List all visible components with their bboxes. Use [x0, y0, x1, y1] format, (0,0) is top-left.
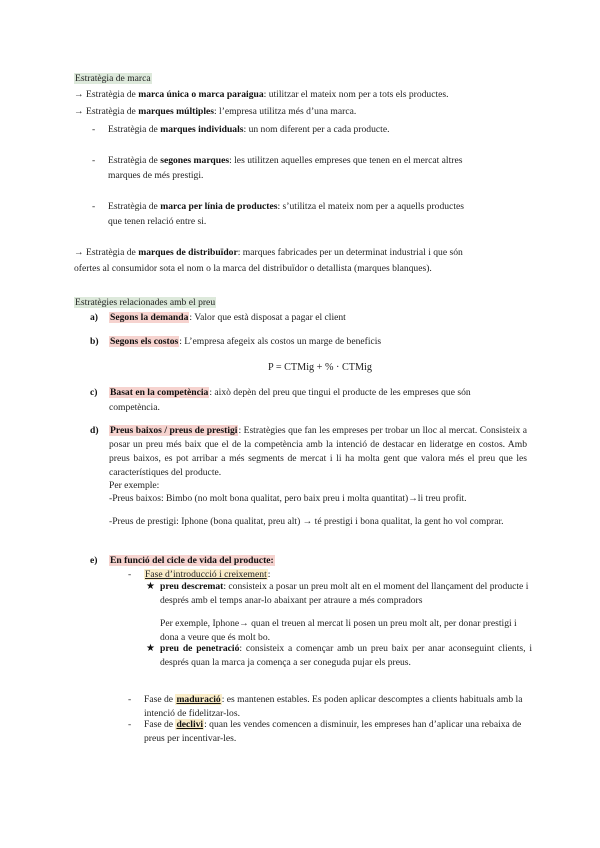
- bullet-dash: -: [128, 694, 132, 705]
- term: Segons la demanda: [110, 312, 189, 323]
- price-life-cycle: [109, 554, 275, 568]
- brand-strategy-single: [74, 88, 449, 102]
- text: Estratègia de: [108, 201, 161, 212]
- brand-strategy-second: [108, 154, 462, 168]
- price-competition-cont: competència.: [109, 402, 160, 413]
- price-demand: [109, 311, 346, 325]
- bullet-dash: -: [92, 124, 96, 135]
- bullet-dash: -: [92, 201, 96, 212]
- text: : L’empresa afegeix als costos un marge de beneficis: [179, 336, 382, 347]
- text: Estratègia de: [108, 124, 161, 135]
- bullet-dash: -: [128, 569, 132, 580]
- text: → Estratègia de: [74, 89, 139, 100]
- section-title-brand-strategy: [74, 72, 152, 86]
- term: marques de distribuïdor: [138, 247, 238, 258]
- brand-strategy-product-line-cont: que tenen relació entre si.: [108, 216, 207, 227]
- text: Fase de: [144, 719, 176, 730]
- term: En funció del cicle de vida del producte:: [110, 555, 274, 566]
- text: : consisteix a començar amb un preu baix per anar aconseguint clients, i després quan la marca ja comença a ser coneguda pujar els preus.: [160, 643, 532, 668]
- brand-strategy-distributor: [74, 246, 463, 260]
- list-label-a: a): [90, 312, 98, 323]
- term: preu descremat: [160, 581, 224, 592]
- text: → Estratègia de: [74, 247, 139, 258]
- price-costs: [109, 335, 381, 349]
- text: : un nom diferent per a cada producte.: [243, 124, 390, 135]
- section-title-text: Estratègia de marca: [75, 73, 151, 84]
- price-formula: P = CTMig + % · CTMig: [268, 362, 372, 373]
- text: : això depèn del preu que tingui el producte de les empreses que són: [209, 387, 471, 398]
- penetration-price: [160, 642, 532, 670]
- phase-name: Fase d’introducció i creixement: [145, 569, 267, 580]
- text: Fase de: [144, 694, 176, 705]
- phase-decline: [144, 718, 528, 746]
- term: Segons els costos: [110, 336, 179, 347]
- text: : quan les vendes comencen a disminuir, les empreses han d’aplicar una rebaixa de preus per incentivar-les.: [144, 719, 522, 744]
- phase-name: maduració: [176, 694, 221, 705]
- term: marques individuals: [160, 124, 244, 135]
- term: marques múltiples: [138, 106, 214, 117]
- list-label-e: e): [90, 555, 98, 566]
- skimming-example: Per exemple, Iphone→ quan el treuen al mercat li posen un preu molt alt, per donar prestigi i dona a veure que és molt bo.: [160, 618, 517, 643]
- section-title-price-strategies: [74, 296, 216, 310]
- phase-name: declivi: [176, 719, 204, 730]
- brand-strategy-individual: [108, 123, 389, 137]
- bullet-dash: -: [92, 155, 96, 166]
- term: marca per línia de productes: [160, 201, 278, 212]
- list-label-c: c): [90, 387, 98, 398]
- text: : s’utilitza el mateix nom per a aquells productes: [277, 201, 464, 212]
- text: Estratègia de: [108, 155, 161, 166]
- star-bullet-icon: ★: [146, 581, 155, 592]
- section-title-text: Estratègies relacionades amb el preu: [75, 297, 216, 308]
- text: : consisteix a posar un preu molt alt en el moment del llançament del producte i després amb el temps anar-lo abaixant per atraure a més compradors: [160, 581, 529, 606]
- text: : Estratègies que fan les empreses per trobar un lloc al mercat. Consisteix a posar un preu més baix que el de la competència amb la intenció de destacar en lideratge en costos. Amb preus baixos, es pot arribar a més segments de mercat i li ha molta gent que valora més el preu que les característiques del producte.: [109, 425, 527, 478]
- example-low-price: -Preus baixos: Bimbo (no molt bona qualitat, pero baix preu i molta quantitat)→li treu profit.: [109, 493, 467, 504]
- list-label-d: d): [90, 425, 99, 436]
- list-label-b: b): [90, 336, 99, 347]
- term: preu de penetració: [160, 643, 240, 654]
- bullet-dash: -: [128, 719, 132, 730]
- price-competition: [109, 386, 471, 400]
- text: → Estratègia de: [74, 106, 139, 117]
- price-low-prestige: [109, 424, 527, 480]
- brand-strategy-distributor-cont: ofertes al consumidor sota el nom o la marca del distribuïdor o detallista (marques blanques).: [74, 263, 432, 274]
- skimming-price: [160, 580, 532, 608]
- text: : es mantenen estables. Es poden aplicar descomptes a clients habituals amb la intenció de fidelitzar-los.: [144, 694, 523, 719]
- term: segones marques: [160, 155, 230, 166]
- brand-strategy-second-cont: marques de més prestigi.: [108, 170, 204, 181]
- brand-strategy-product-line: [108, 200, 464, 214]
- term: Basat en la competència: [110, 387, 209, 398]
- text: : marques fabricades per un determinat industrial i que són: [237, 247, 463, 258]
- text: : utilitzar el mateix nom per a tots els productes.: [263, 89, 449, 100]
- text: : l’empresa utilitza més d’una marca.: [213, 106, 357, 117]
- text: : Valor que està disposat a pagar el client: [189, 312, 346, 323]
- example-prestige-price: -Preus de prestigi: Iphone (bona qualitat, preu alt) → té prestigi i bona qualitat, la gent ho vol comprar.: [109, 516, 504, 527]
- text: :: [267, 569, 271, 580]
- text: : les utilitzen aquelles empreses que tenen en el mercat altres: [229, 155, 463, 166]
- term: Preus baixos / preus de prestigi: [110, 425, 238, 436]
- example-label: Per exemple:: [109, 480, 160, 491]
- term: marca única o marca paraigua: [138, 89, 264, 100]
- phase-maturity: [144, 693, 524, 721]
- brand-strategy-multiple: [74, 105, 356, 119]
- star-bullet-icon: ★: [146, 643, 155, 654]
